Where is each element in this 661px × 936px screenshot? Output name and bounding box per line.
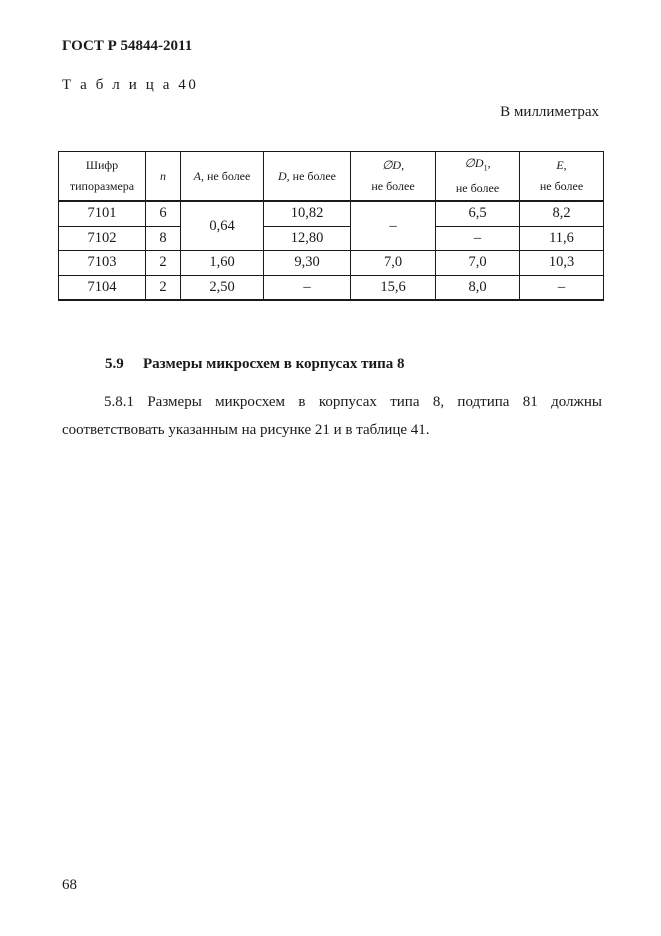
table-header-row [59, 152, 604, 202]
col-header-od [351, 152, 436, 202]
col-header-e-comma: , [563, 158, 567, 172]
col-header-od1-symbol: ∅D [464, 155, 484, 170]
cell-code: 7102 [59, 226, 146, 251]
table-caption: Т а б л и ц а 40 [62, 77, 199, 93]
cell-n: 2 [146, 251, 181, 276]
table-row [59, 201, 604, 226]
col-header-code [59, 152, 146, 202]
cell-a: 1,60 [181, 251, 264, 276]
col-header-a-symbol: A [193, 168, 201, 183]
cell-a: 2,50 [181, 275, 264, 300]
col-header-od-symbol: ∅D [381, 158, 402, 172]
cell-d: 9,30 [264, 251, 351, 276]
cell-e: 11,6 [520, 226, 604, 251]
cell-d: – [264, 275, 351, 300]
col-header-e [520, 152, 604, 202]
col-header-od1-comma: , [487, 155, 491, 170]
table-row [59, 251, 604, 276]
cell-n: 2 [146, 275, 181, 300]
dimensions-table [58, 151, 604, 301]
cell-od: 7,0 [351, 251, 436, 276]
cell-n: 6 [146, 201, 181, 226]
col-header-od1-text: не более [455, 181, 500, 196]
cell-a: 0,64 [181, 201, 264, 251]
col-header-n-symbol: n [160, 168, 166, 183]
col-header-e-symbol: E [556, 158, 564, 172]
col-header-od1 [436, 152, 520, 202]
cell-od: – [351, 201, 436, 251]
cell-od1: 6,5 [436, 201, 520, 226]
col-header-code-line2: типоразмера [69, 179, 135, 193]
section-title: Размеры микросхем в корпусах типа 8 [143, 356, 405, 372]
col-header-a-text: , не более [201, 168, 251, 183]
cell-e: 10,3 [520, 251, 604, 276]
col-header-od-comma: , [401, 158, 405, 172]
cell-e: – [520, 275, 604, 300]
table-row [59, 226, 604, 251]
cell-od: 15,6 [351, 275, 436, 300]
page-number: 68 [62, 877, 77, 893]
col-header-d-text: , не более [286, 168, 336, 183]
cell-code: 7104 [59, 275, 146, 300]
col-header-od1-subscript: 1 [483, 163, 488, 173]
cell-n: 8 [146, 226, 181, 251]
section-heading [105, 356, 405, 373]
cell-od1: – [436, 226, 520, 251]
cell-code: 7103 [59, 251, 146, 276]
col-header-n [146, 152, 181, 202]
cell-od1: 8,0 [436, 275, 520, 300]
document-header: ГОСТ Р 54844-2011 [62, 38, 193, 54]
cell-od1: 7,0 [436, 251, 520, 276]
col-header-a [181, 152, 264, 202]
body-paragraph: 5.8.1 Размеры микросхем в корпусах типа 8, подтипа 81 должны соответствовать указанным на рисунке 21 и в таблице 41. [62, 394, 602, 438]
col-header-od-text: не более [371, 179, 415, 193]
cell-e: 8,2 [520, 201, 604, 226]
col-header-d [264, 152, 351, 202]
col-header-e-text: не более [539, 179, 584, 193]
units-label: В миллиметрах [500, 104, 599, 120]
col-header-code-line1: Шифр [85, 158, 119, 172]
cell-d: 10,82 [264, 201, 351, 226]
cell-code: 7101 [59, 201, 146, 226]
section-number: 5.9 [105, 356, 124, 372]
col-header-d-symbol: D [277, 168, 287, 183]
cell-d: 12,80 [264, 226, 351, 251]
table-row [59, 275, 604, 300]
